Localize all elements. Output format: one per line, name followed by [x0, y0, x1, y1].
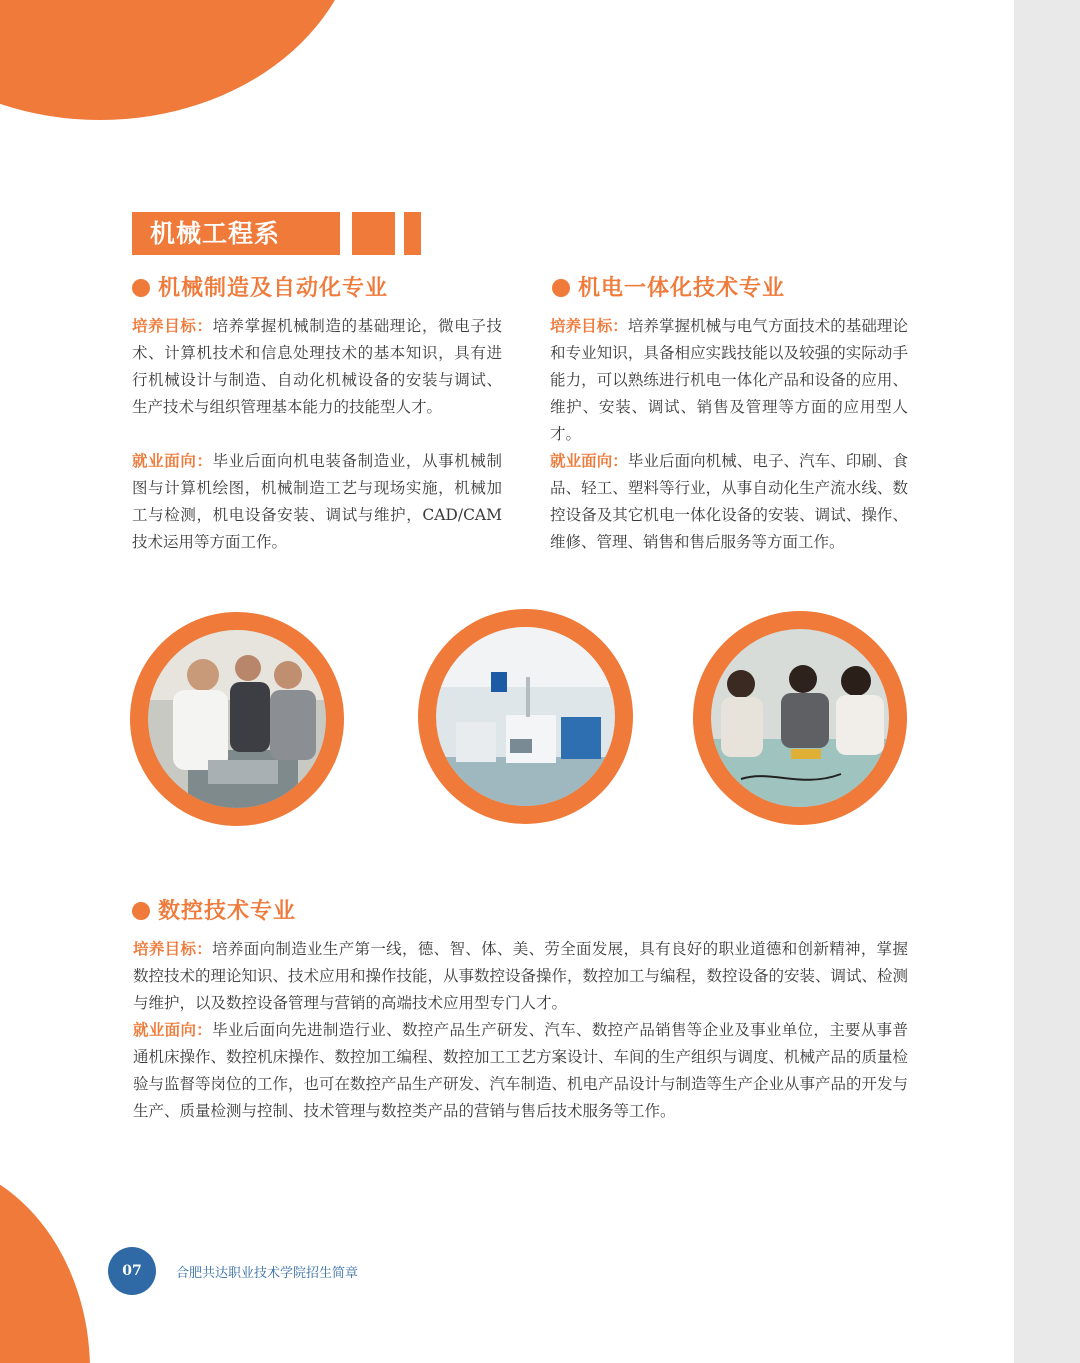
photo-instructor-students: [130, 612, 344, 826]
page-number-badge: 07: [108, 1247, 156, 1295]
employment-text: 毕业后面向先进制造行业、数控产品生产研发、汽车、数控产品销售等企业及事业单位，主要从事普通机床操作、数控机床操作、数控加工编程、数控加工工艺方案设计、车间的生产组织与调度、机械产品的质量检验与监督等岗位的工作，也可在数控产品生产研发、汽车制造、机电产品设计与制造等生产企业从事产品的开发与生产、质量检测与控制、技术管理与数控类产品的营销与售后技术服务等工作。: [133, 1021, 909, 1120]
employment-text: 毕业后面向机电装备制造业，从事机械制图与计算机绘图，机械制造工艺与现场实施，机械加工与检测，机电设备安装、调试与维护，CAD/CAM技术运用等方面工作。: [132, 452, 502, 551]
workshop-photo-2: [436, 627, 615, 806]
bullet-dot: [132, 279, 150, 297]
employment-label: 就业面向：: [550, 451, 628, 470]
major-goal-paragraph: [133, 935, 908, 1017]
workshop-photo-1: [148, 630, 326, 808]
major-heading-mechanical-manufacturing: 机械制造及自动化专业: [132, 273, 388, 303]
title-decoration-bar: [404, 212, 421, 255]
employment-text: 毕业后面向机械、电子、汽车、印刷、食品、轻工、塑料等行业，从事自动化生产流水线、数控设备及其它机电一体化设备的安装、调试、操作、维修、管理、销售和售后服务等方面工作。: [550, 452, 908, 551]
goal-label: 培养目标：: [132, 316, 213, 335]
bullet-dot: [132, 902, 150, 920]
major-goal-paragraph: [550, 312, 908, 448]
department-title: 机械工程系: [132, 212, 340, 255]
photo-students-electronics: [693, 611, 907, 825]
title-decoration-square: [352, 212, 395, 255]
top-left-orange-circle: [0, 0, 360, 120]
major-employment-paragraph: [550, 447, 908, 556]
goal-label: 培养目标：: [133, 939, 213, 958]
major-employment-paragraph: [133, 1016, 908, 1125]
goal-text: 培养掌握机械制造的基础理论，微电子技术、计算机技术和信息处理技术的基本知识，具有进行机械设计与制造、自动化机械设备的安装与调试、生产技术与组织管理基本能力的技能型人才。: [132, 317, 502, 416]
photo-cnc-workshop: [418, 609, 633, 824]
goal-text: 培养面向制造业生产第一线，德、智、体、美、劳全面发展，具有良好的职业道德和创新精神，掌握数控技术的理论知识、技术应用和操作技能，从事数控设备操作，数控加工与编程，数控设备的安装、调试、检测与维护，以及数控设备管理与营销的高端技术应用型专门人才。: [133, 940, 909, 1012]
workshop-photo-3: [711, 629, 889, 807]
major-heading-cnc-technology: 数控技术专业: [132, 896, 296, 926]
employment-label: 就业面向：: [133, 1020, 213, 1039]
goal-text: 培养掌握机械与电气方面技术的基础理论和专业知识，具备相应实践技能以及较强的实际动手能力，可以熟练进行机电一体化产品和设备的应用、维护、安装、调试、销售及管理等方面的应用型人才。: [550, 317, 908, 443]
footer-school-name: 合肥共达职业技术学院招生简章: [176, 1266, 359, 1281]
major-employment-paragraph: [132, 447, 502, 556]
bottom-left-orange-circle: [0, 1160, 90, 1363]
employment-label: 就业面向：: [132, 451, 213, 470]
major-heading-mechatronics: 机电一体化技术专业: [552, 273, 785, 303]
goal-label: 培养目标：: [550, 316, 628, 335]
major-goal-paragraph: [132, 312, 502, 421]
bullet-dot: [552, 279, 570, 297]
